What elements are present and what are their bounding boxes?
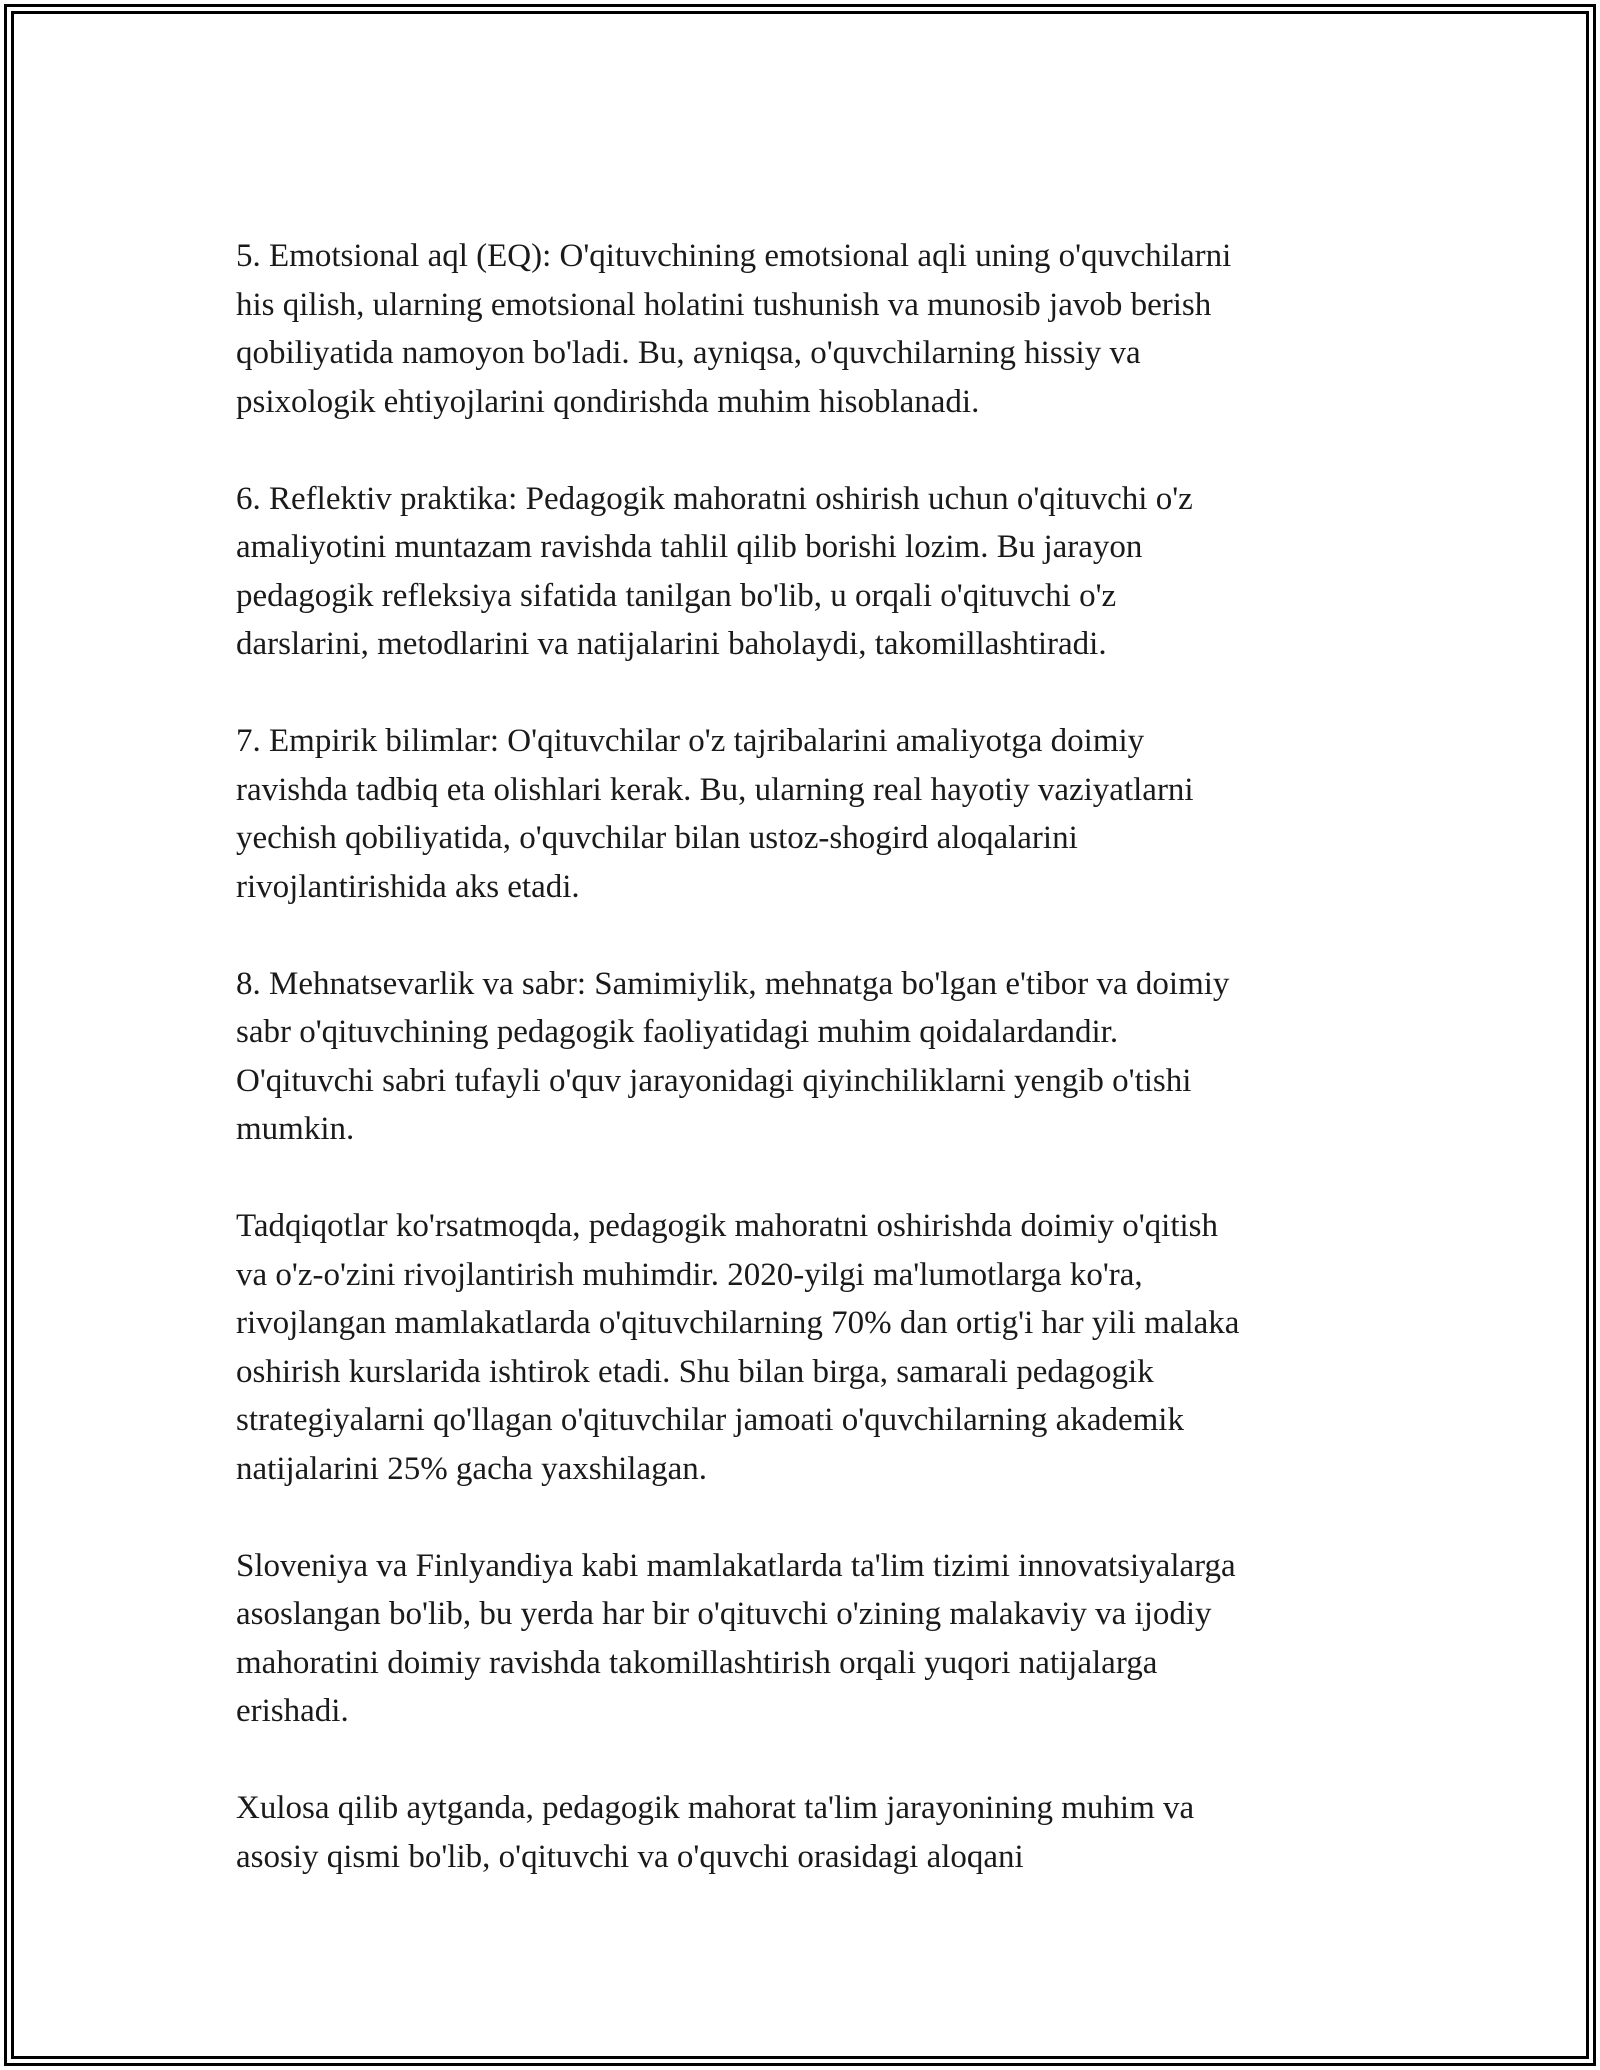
paragraph-emotional-intelligence: 5. Emotsional aql (EQ): O'qituvchining emotsional aqli uning o'quvchilarni his qilish, ularning emotsional holatini tushunish va munosib javob berish qobiliyatida namoyon bo'ladi. Bu, ayniqsa, o'quvchilarning hissiy va psixologik ehtiyojlarini qondirishda muhim hisoblanadi. xyxy=(236,238,1232,420)
paragraph-slovenia-finland: Sloveniya va Finlyandiya kabi mamlakatlarda ta'lim tizimi innovatsiyalarga asoslangan bo'lib, bu yerda har bir o'qituvchi o'zining malakaviy va ijodiy mahoratini doimiy ravishda takomillashtirish orqali yuqori natijalarga erishadi. xyxy=(236,1547,1236,1729)
document-body xyxy=(236,232,1376,1930)
paragraph-empirical-knowledge: 7. Empirik bilimlar: O'qituvchilar o'z tajribalarini amaliyotga doimiy ravishda tadbiq eta olishlari kerak. Bu, ularning real hayotiy vaziyatlarni yechish qobiliyatida, o'quvchilar bilan ustoz-shogird aloqalarini rivojlantirishida aks etadi. xyxy=(236,723,1194,905)
paragraph-research: Tadqiqotlar ko'rsatmoqda, pedagogik mahoratni oshirishda doimiy o'qitish va o'z-o'zini rivojlantirish muhimdir. 2020-yilgi ma'lumotlarga ko'ra, rivojlangan mamlakatlarda o'qituvchilarning 70% dan ortig'i har yili malaka oshirish kurslarida ishtirok etadi. Shu bilan birga, samarali pedagogik strategiyalarni qo'llagan o'qituvchilar jamoati o'quvchilarning akademik natijalarini 25% gacha yaxshilagan. xyxy=(236,1208,1240,1487)
paragraph-conclusion: Xulosa qilib aytganda, pedagogik mahorat ta'lim jarayonining muhim va asosiy qismi bo'lib, o'qituvchi va o'quvchi orasidagi aloqani xyxy=(236,1790,1195,1875)
paragraph-diligence-patience: 8. Mehnatsevarlik va sabr: Samimiylik, mehnatga bo'lgan e'tibor va doimiy sabr o'qituvchining pedagogik faoliyatidagi muhim qoidalardandir. O'qituvchi sabri tufayli o'quv jarayonidagi qiyinchiliklarni yengib o'tishi mumkin. xyxy=(236,965,1230,1147)
paragraph-reflective-practice: 6. Reflektiv praktika: Pedagogik mahoratni oshirish uchun o'qituvchi o'z amaliyotini muntazam ravishda tahlil qilib borishi lozim. Bu jarayon pedagogik refleksiya sifatida tanilgan bo'lib, u orqali o'qituvchi o'z darslarini, metodlarini va natijalarini baholaydi, takomillashtiradi. xyxy=(236,480,1193,662)
